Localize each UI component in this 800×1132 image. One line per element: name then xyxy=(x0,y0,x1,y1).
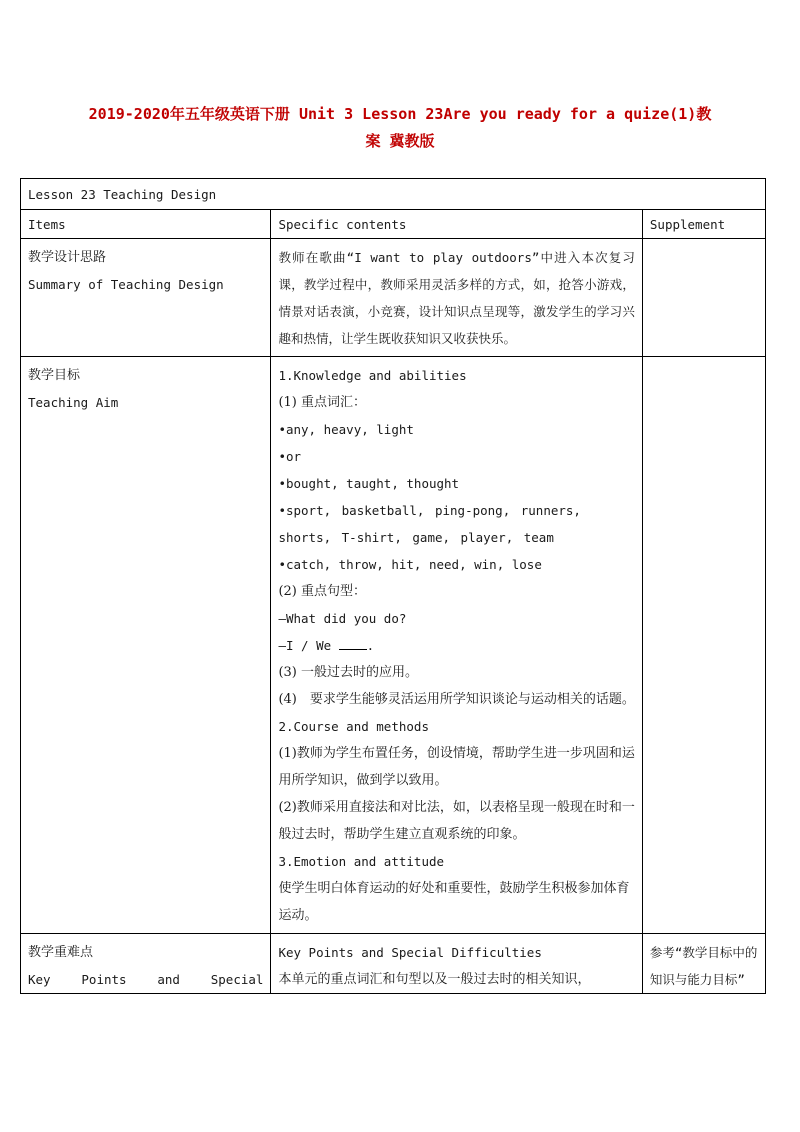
course-item: (1)教师为学生布置任务，创设情境，帮助学生进一步巩固和运用所学知识，做到学以致用。 xyxy=(278,746,635,788)
key-item-cn: 教学重难点 xyxy=(28,945,94,960)
fill-blank xyxy=(339,635,367,650)
table-caption: Lesson 23 Teaching Design xyxy=(21,179,766,210)
title-line-1: 2019-2020年五年级英语下册 Unit 3 Lesson 23Are you ready for a quize(1)教 xyxy=(88,105,712,123)
sentence-item: —What did you do? xyxy=(278,611,407,626)
summary-item-cn: 教学设计思路 xyxy=(28,250,107,265)
sentence-suffix: . xyxy=(366,638,375,653)
teaching-design-table xyxy=(20,178,766,994)
emotion-text: 使学生明白体育运动的好处和重要性，鼓励学生积极参加体育运动。 xyxy=(278,881,630,923)
table-row xyxy=(21,357,766,934)
aim-point: (4) 要求学生能够灵活运用所学知识谈论与运动相关的话题。 xyxy=(278,692,635,707)
course-heading: 2.Course and methods xyxy=(278,719,429,734)
sentence-heading: (2) 重点句型： xyxy=(278,584,367,599)
header-supplement: Supplement xyxy=(642,210,765,239)
key-supplement: 参考“教学目标中的知识与能力目标” xyxy=(642,934,765,994)
table-row xyxy=(21,239,766,357)
title-line-2: 案 冀教版 xyxy=(365,132,435,150)
vocab-item: •any, heavy, light xyxy=(278,422,414,437)
vocab-item: •or xyxy=(278,449,302,464)
sentence-item xyxy=(278,632,634,659)
key-content-cell xyxy=(271,934,642,994)
aim-supplement xyxy=(642,357,765,934)
sentence-prefix: —I / We xyxy=(278,638,339,653)
vocab-item: •bought, taught, thought xyxy=(278,476,460,491)
vocab-item: •catch, throw, hit, need, win, lose xyxy=(278,557,542,572)
key-content: 本单元的重点词汇和句型以及一般过去时的相关知识， xyxy=(278,972,591,987)
course-item: (2)教师采用直接法和对比法，如，以表格呈现一般现在时和一般过去时，帮助学生建立直观系统的印象。 xyxy=(278,800,635,842)
knowledge-heading: 1.Knowledge and abilities xyxy=(278,368,467,383)
key-item-cell xyxy=(21,934,271,994)
table-row xyxy=(21,934,766,994)
key-item-en: Key Points and Special xyxy=(28,972,264,987)
aim-item-cell xyxy=(21,357,271,934)
emotion-heading: 3.Emotion and attitude xyxy=(278,854,445,869)
key-heading: Key Points and Special Difficulties xyxy=(278,945,542,960)
header-contents: Specific contents xyxy=(271,210,642,239)
vocab-item: •sport, basketball, ping-pong, runners, shorts, T-shirt, game, player, team xyxy=(278,503,581,545)
aim-item-en: Teaching Aim xyxy=(28,395,119,410)
aim-content xyxy=(271,357,642,934)
summary-item-cell xyxy=(21,239,271,357)
vocab-heading: (1) 重点词汇： xyxy=(278,395,367,410)
summary-supplement xyxy=(642,239,765,357)
aim-point: (3) 一般过去时的应用。 xyxy=(278,665,419,680)
table-caption-row xyxy=(21,179,766,210)
summary-content: 教师在歌曲“I want to play outdoors”中进入本次复习课，教学过程中，教师采用灵活多样的方式，如，抢答小游戏，情景对话表演，小竞赛，设计知识点呈现等，激发学生的学习兴趣和热情，让学生既收获知识又收获快乐。 xyxy=(271,239,642,357)
aim-item-cn: 教学目标 xyxy=(28,368,81,383)
table-header-row xyxy=(21,210,766,239)
document-title xyxy=(60,101,740,155)
summary-item-en: Summary of Teaching Design xyxy=(28,277,224,292)
header-items: Items xyxy=(21,210,271,239)
